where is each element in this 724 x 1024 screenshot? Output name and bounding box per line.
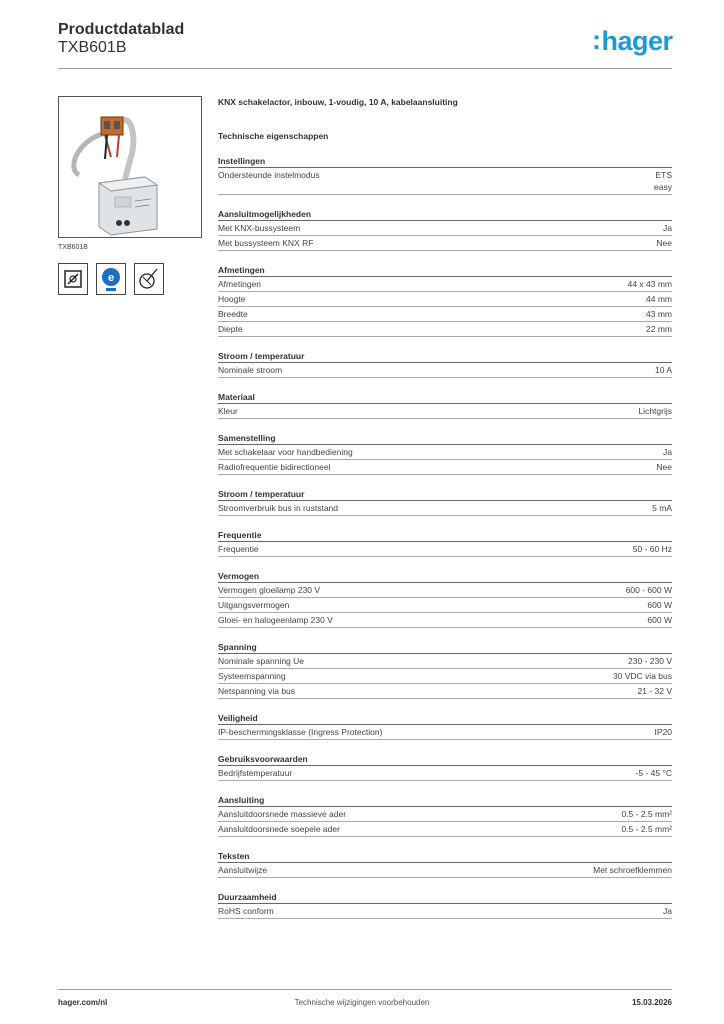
section-heading: Spanning bbox=[218, 641, 672, 654]
spec-row bbox=[218, 822, 672, 837]
footer-disclaimer: Technische wijzigingen voorbehouden bbox=[294, 998, 430, 1007]
spec-value-line: 21 - 32 V bbox=[637, 686, 672, 696]
spec-row bbox=[218, 654, 672, 669]
spec-section bbox=[218, 155, 672, 195]
product-title: KNX schakelactor, inbouw, 1-voudig, 10 A, kabelaansluiting bbox=[218, 97, 458, 107]
spec-label: Met bussysteem KNX RF bbox=[218, 238, 314, 248]
spec-label: Met KNX-bussysteem bbox=[218, 223, 301, 233]
spec-row bbox=[218, 725, 672, 740]
spec-value bbox=[655, 364, 672, 376]
spec-row bbox=[218, 766, 672, 781]
spec-label: IP-beschermingsklasse (Ingress Protection) bbox=[218, 727, 383, 737]
spec-value-line: 50 - 60 Hz bbox=[632, 544, 672, 554]
spec-value bbox=[621, 808, 672, 820]
spec-label: Nominale spanning Ue bbox=[218, 656, 304, 666]
spec-value bbox=[652, 502, 672, 514]
spec-label: Aansluitwijze bbox=[218, 865, 268, 875]
spec-value-line: 600 W bbox=[647, 615, 672, 625]
spec-label: Aansluitdoorsnede massieve ader bbox=[218, 809, 347, 819]
spec-row bbox=[218, 598, 672, 613]
spec-value bbox=[647, 599, 672, 611]
spec-label: Nominale stroom bbox=[218, 365, 283, 375]
spec-row bbox=[218, 904, 672, 919]
product-image bbox=[59, 97, 201, 237]
spec-row bbox=[218, 807, 672, 822]
section-heading: Aansluiting bbox=[218, 794, 672, 807]
spec-value-line: 600 - 600 W bbox=[625, 585, 672, 595]
spec-value-line: -5 - 45 °C bbox=[635, 768, 672, 778]
spec-label: Kleur bbox=[218, 406, 238, 416]
spec-row bbox=[218, 501, 672, 516]
spec-label: Met schakelaar voor handbediening bbox=[218, 447, 353, 457]
spec-row bbox=[218, 292, 672, 307]
spec-value bbox=[646, 293, 672, 305]
spec-row bbox=[218, 684, 672, 699]
section-heading: Samenstelling bbox=[218, 432, 672, 445]
spec-value-line: easy bbox=[654, 182, 672, 192]
spec-value bbox=[646, 323, 672, 335]
spec-section bbox=[218, 570, 672, 628]
spec-value-line: 0.5 - 2.5 mm² bbox=[621, 824, 672, 834]
spec-value-line: 10 A bbox=[654, 365, 672, 375]
page-title: Productdatablad bbox=[58, 21, 185, 38]
spec-value-line: 30 VDC via bus bbox=[612, 671, 672, 681]
spec-value-line: Ja bbox=[663, 447, 672, 457]
spec-value bbox=[646, 308, 672, 320]
spec-value bbox=[633, 543, 672, 555]
footer-website[interactable]: hager.com/nl bbox=[58, 998, 108, 1007]
spec-value-line: Ja bbox=[663, 223, 672, 233]
spec-section bbox=[218, 891, 672, 919]
spec-label: Gloei- en halogeenlamp 230 V bbox=[218, 615, 333, 625]
spec-section bbox=[218, 432, 672, 475]
footer-date: 15.03.2026 bbox=[631, 998, 672, 1007]
spec-row bbox=[218, 404, 672, 419]
spec-row bbox=[218, 322, 672, 337]
spec-label: Bedrijfstemperatuur bbox=[218, 768, 293, 778]
spec-row bbox=[218, 277, 672, 292]
radio-installation-icon bbox=[134, 263, 164, 295]
section-heading: Gebruiksvoorwaarden bbox=[218, 753, 672, 766]
spec-value bbox=[663, 222, 672, 234]
spec-label: Stroomverbruik bus in ruststand bbox=[218, 503, 338, 513]
spec-section bbox=[218, 753, 672, 781]
spec-value bbox=[636, 767, 672, 779]
spec-value-line: Lichtgrijs bbox=[638, 406, 672, 416]
spec-section bbox=[218, 850, 672, 878]
spec-label: Frequentie bbox=[218, 544, 259, 554]
spec-value bbox=[638, 685, 673, 697]
footer-divider bbox=[58, 989, 672, 990]
logo-text: hager bbox=[601, 26, 673, 56]
spec-row bbox=[218, 542, 672, 557]
product-photo bbox=[58, 96, 202, 238]
section-heading: Vermogen bbox=[218, 570, 672, 583]
spec-value bbox=[628, 278, 672, 290]
spec-label: Radiofrequentie bidirectioneel bbox=[218, 462, 331, 472]
spec-value-line: 22 mm bbox=[646, 324, 672, 334]
section-heading: Duurzaamheid bbox=[218, 891, 672, 904]
spec-section bbox=[218, 529, 672, 557]
spec-label: Systeemspanning bbox=[218, 671, 286, 681]
bus-mounting-icon bbox=[58, 263, 88, 295]
spec-value-line: 44 mm bbox=[646, 294, 672, 304]
section-heading: Frequentie bbox=[218, 529, 672, 542]
tech-properties-title: Technische eigenschappen bbox=[218, 131, 329, 141]
spec-value-line: 43 mm bbox=[646, 309, 672, 319]
hager-logo: :hager bbox=[592, 25, 673, 56]
spec-section bbox=[218, 488, 672, 516]
section-heading: Teksten bbox=[218, 850, 672, 863]
spec-panel bbox=[218, 96, 672, 919]
header-divider bbox=[58, 68, 672, 69]
spec-value bbox=[638, 405, 672, 417]
spec-row bbox=[218, 613, 672, 628]
spec-label: Netspanning via bus bbox=[218, 686, 296, 696]
section-heading: Aansluitmogelijkheden bbox=[218, 208, 672, 221]
spec-section bbox=[218, 350, 672, 378]
spec-section bbox=[218, 794, 672, 837]
spec-value-line: 230 - 230 V bbox=[628, 656, 672, 666]
spec-value bbox=[663, 446, 672, 458]
spec-value bbox=[626, 584, 672, 596]
spec-label: Diepte bbox=[218, 324, 243, 334]
spec-row bbox=[218, 236, 672, 251]
spec-value-line: IP20 bbox=[654, 727, 672, 737]
spec-value bbox=[613, 670, 672, 682]
spec-row bbox=[218, 583, 672, 598]
spec-value bbox=[656, 237, 672, 249]
spec-row bbox=[218, 221, 672, 236]
section-heading: Instellingen bbox=[218, 155, 672, 168]
spec-value bbox=[655, 726, 673, 738]
spec-value bbox=[621, 823, 672, 835]
spec-sections bbox=[218, 155, 672, 919]
section-heading: Stroom / temperatuur bbox=[218, 350, 672, 363]
spec-section bbox=[218, 712, 672, 740]
knx-easy-icon bbox=[96, 263, 126, 295]
section-heading: Stroom / temperatuur bbox=[218, 488, 672, 501]
spec-row bbox=[218, 669, 672, 684]
spec-row bbox=[218, 363, 672, 378]
spec-label: Aansluitdoorsnede soepele ader bbox=[218, 824, 340, 834]
product-code: TXB601B bbox=[58, 39, 127, 56]
spec-value bbox=[647, 614, 672, 626]
spec-section bbox=[218, 641, 672, 699]
section-heading: Veiligheid bbox=[218, 712, 672, 725]
spec-value-line: ETS bbox=[655, 170, 672, 180]
spec-value bbox=[663, 905, 672, 917]
spec-row bbox=[218, 460, 672, 475]
spec-label: Vermogen gloeilamp 230 V bbox=[218, 585, 321, 595]
spec-section bbox=[218, 264, 672, 337]
photo-caption: TXB601B bbox=[58, 244, 88, 251]
spec-label: Hoogte bbox=[218, 294, 246, 304]
spec-value bbox=[656, 461, 672, 473]
spec-row bbox=[218, 168, 672, 195]
spec-value-line: Met schroefklemmen bbox=[593, 865, 672, 875]
spec-section bbox=[218, 208, 672, 251]
spec-label: Afmetingen bbox=[218, 279, 261, 289]
spec-label: Breedte bbox=[218, 309, 248, 319]
spec-value-line: 44 x 43 mm bbox=[627, 279, 672, 289]
spec-row bbox=[218, 307, 672, 322]
spec-value-line: 0.5 - 2.5 mm² bbox=[621, 809, 672, 819]
spec-value bbox=[628, 655, 672, 667]
spec-value-line: 600 W bbox=[647, 600, 672, 610]
spec-label: RoHS conform bbox=[218, 906, 274, 916]
spec-value bbox=[593, 864, 672, 876]
spec-value-line: Nee bbox=[656, 462, 672, 472]
spec-section bbox=[218, 391, 672, 419]
spec-row bbox=[218, 863, 672, 878]
spec-value bbox=[654, 169, 672, 193]
section-heading: Materiaal bbox=[218, 391, 672, 404]
spec-label: Ondersteunde instelmodus bbox=[218, 170, 320, 180]
spec-label: Uitgangsvermogen bbox=[218, 600, 290, 610]
spec-row bbox=[218, 445, 672, 460]
section-heading: Afmetingen bbox=[218, 264, 672, 277]
svg-text:e: e bbox=[107, 272, 115, 284]
spec-value-line: Nee bbox=[656, 238, 672, 248]
spec-value-line: Ja bbox=[663, 906, 672, 916]
spec-value-line: 5 mA bbox=[652, 503, 672, 513]
